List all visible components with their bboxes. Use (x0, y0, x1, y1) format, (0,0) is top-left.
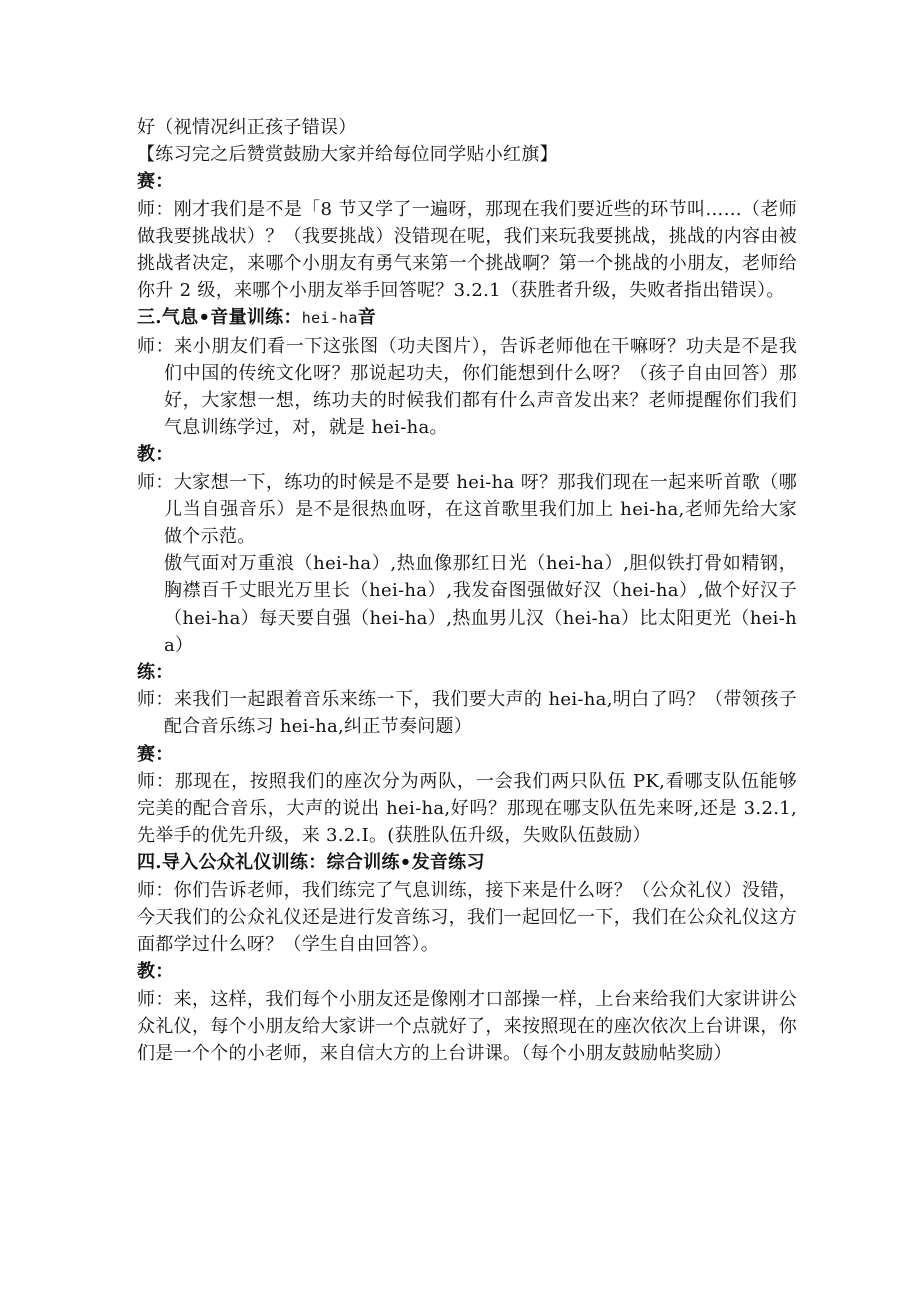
paragraph-student-teachers: 师：来，这样，我们每个小朋友还是像刚才口部操一样，上台来给我们大家讲讲公众礼仪，每个小朋友给大家讲一个点就好了，来按照现在的座次依次上台讲课，你们是一个个的小老师，来自信大方的上台讲课。（每个小朋友鼓励帖奖励） (137, 988, 797, 1064)
paragraph-song-demo: 师：大家想一下，练功的时候是不是要 hei-ha 呀？那我们现在一起来听首歌（哪儿当自强音乐）是不是很热血呀，在这首歌里我们加上 hei-ha,老师先给大家做个示范。 (137, 471, 797, 548)
heading-suffix: 音 (357, 307, 377, 329)
document-page (137, 114, 797, 1067)
paragraph-song-lyrics: 傲气面对万重浪（hei-ha）,热血像那红日光（hei-ha）,胆似铁打骨如精钢，胸襟百千丈眼光万里长（hei-ha）,我发奋图强做好汉（hei-ha）,做个好汉子（hei-ha）每天要自强（hei-ha）,热血男儿汉（hei-ha）比太阳更光（hei-ha） (164, 553, 797, 656)
paragraph-kungfu-intro: 师：来小朋友们看一下这张图（功夫图片），告诉老师他在干嘛呀？功夫是不是我们中国的传统文化呀？那说起功夫，你们能想到什么呀？（孩子自由回答）那好，大家想一想，练功夫的时候我们都有什么声音发出来？老师提醒你们我们气息训练学过，对，就是 hei-ha。 (137, 335, 797, 439)
heading-text: 三.气息•音量训练： (137, 307, 302, 329)
section-label-compete-2: 赛： (137, 743, 174, 765)
paragraph-praise-note: 【练习完之后赞赏鼓励大家并给每位同学贴小红旗】 (137, 144, 558, 166)
section-label-practice: 练： (137, 662, 174, 684)
section-heading-public-etiquette: 四.导入公众礼仪训练：综合训练•发音练习 (137, 852, 485, 874)
paragraph-practice-together: 师：来我们一起跟着音乐来练一下，我们要大声的 hei-ha,明白了吗？（带领孩子配合音乐练习 hei-ha,纠正节奏问题） (137, 689, 797, 738)
section-heading-breath-volume (137, 304, 797, 332)
section-label-teach-2: 教： (137, 961, 174, 983)
paragraph-team-pk: 师：那现在，按照我们的座次分为两队，一会我们两只队伍 PK,看哪支队伍能够完美的配合音乐，大声的说出 hei-ha,好吗？那现在哪支队伍先来呀,还是 3.2.1,先举手的优先升级，来 3.2.I。(获胜队伍升级，失败队伍鼓励） (137, 770, 797, 847)
section-label-teach: 教： (137, 444, 174, 466)
paragraph-challenge-intro: 师：刚才我们是不是「8 节又学了一遍呀，那现在我们要近些的环节叫……（老师做我要挑战状）？（我要挑战）没错现在呢，我们来玩我要挑战，挑战的内容由被挑战者决定，来哪个小朋友有勇气来第一个挑战啊？第一个挑战的小朋友，老师给你升 2 级，来哪个小朋友举手回答呢？3.2.1（获胜者升级，失败者指出错误）。 (137, 198, 797, 302)
heading-code: hei-ha (301, 309, 358, 328)
paragraph-etiquette-review: 师：你们告诉老师，我们练完了气息训练，接下来是什么呀？（公众礼仪）没错，今天我们的公众礼仪还是进行发音练习，我们一起回忆一下，我们在公众礼仪这方面都学过什么呀？（学生自由回答）。 (137, 879, 797, 956)
paragraph-correction-note: 好（视情况纠正孩子错误） (137, 117, 357, 138)
section-label-compete: 赛： (137, 171, 174, 193)
